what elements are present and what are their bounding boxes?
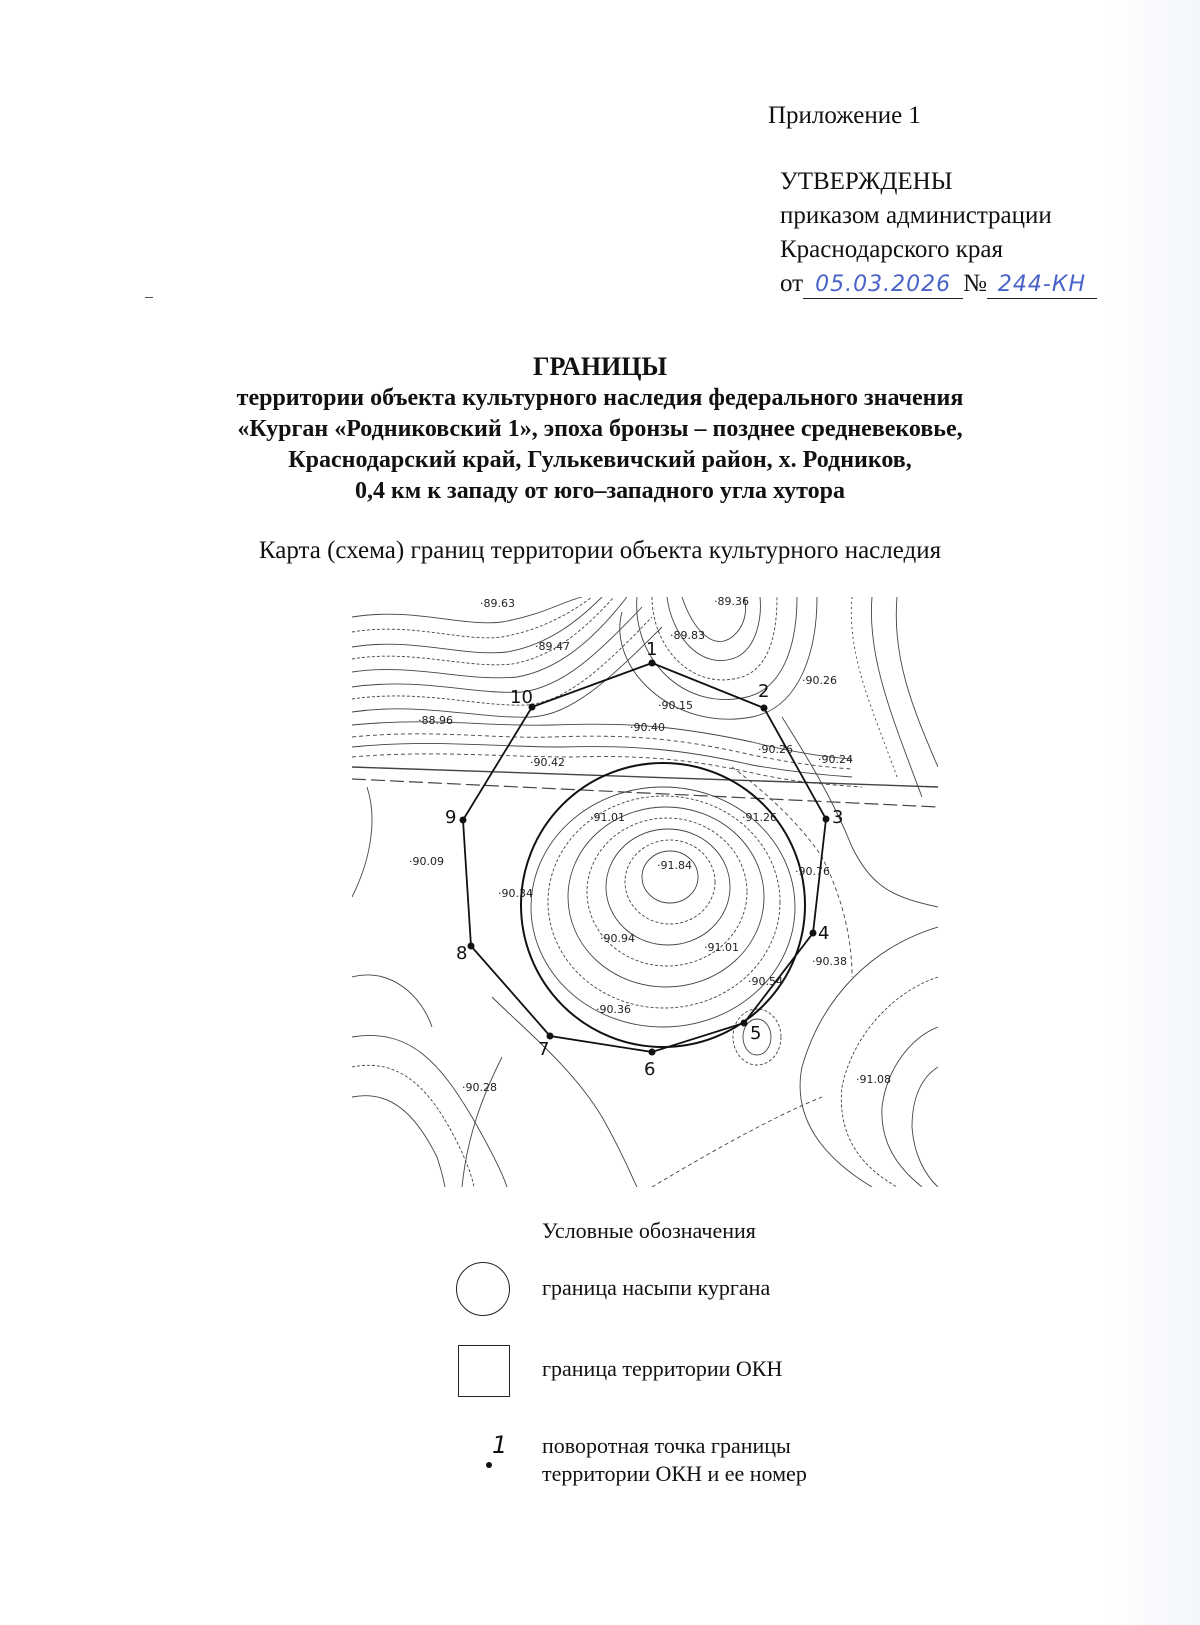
elevation-label: ·90.28	[462, 1081, 497, 1094]
turn-point-number: 9	[445, 807, 457, 828]
title-line-3: Краснодарский край, Гулькевичский район, х. Родников,	[288, 447, 912, 473]
legend-turn-point-line-2: территории ОКН и ее номер	[542, 1461, 807, 1486]
turn-point-number: 8	[456, 943, 468, 964]
legend-okn-boundary: граница территории ОКН	[542, 1356, 783, 1381]
approved-label: УТВЕРЖДЕНЫ	[780, 168, 953, 195]
elevation-label: ·90.42	[530, 756, 565, 769]
date-prefix: от	[780, 270, 804, 297]
turn-point-number: 5	[750, 1023, 762, 1044]
title-body	[150, 383, 1050, 507]
turn-point-symbol	[486, 1462, 492, 1468]
turn-point-sample-number: 1	[492, 1431, 508, 1459]
title-line-1: территории объекта культурного наследия федерального значения	[236, 385, 964, 411]
elevation-label: ·89.36	[714, 597, 749, 608]
turn-point-number: 10	[510, 687, 533, 708]
okn-boundary-symbol	[458, 1345, 510, 1397]
elevation-label: ·89.47	[535, 640, 570, 653]
order-line-1: приказом администрации	[780, 202, 1052, 229]
scan-mark	[145, 297, 153, 298]
elevation-label: ·91.26	[742, 811, 777, 824]
topographic-map	[352, 597, 938, 1187]
elevation-label: ·89.63	[480, 597, 515, 610]
elevation-label: ·90.09	[409, 855, 444, 868]
elevation-label: ·90.38	[812, 955, 847, 968]
elevation-label: ·90.36	[596, 1003, 631, 1016]
elevation-label: ·90.54	[748, 975, 783, 988]
turn-point-number: 2	[758, 681, 770, 702]
elevation-label: ·91.01	[704, 941, 739, 954]
map-caption: Карта (схема) границ территории объекта культурного наследия	[258, 537, 942, 564]
turn-point-number: 3	[832, 807, 844, 828]
title-line-2: «Курган «Родниковский 1», эпоха бронзы – позднее средневековье,	[237, 416, 963, 442]
approval-block	[780, 165, 1097, 301]
legend-turn-point	[542, 1432, 807, 1488]
turn-point-number: 7	[538, 1039, 550, 1060]
elevation-label: ·90.40	[630, 721, 665, 734]
elevation-label: ·90.26	[802, 674, 837, 687]
elevation-label: ·90.94	[600, 932, 635, 945]
appendix-label: Приложение 1	[768, 102, 921, 129]
elevation-label: ·90.24	[818, 753, 853, 766]
page-title: ГРАНИЦЫ	[532, 352, 668, 381]
handwritten-date: 05.03.2026	[815, 272, 952, 297]
mound-boundary-symbol	[456, 1262, 510, 1316]
legend-mound-boundary: граница насыпи кургана	[542, 1275, 771, 1300]
turn-point-number: 4	[818, 923, 830, 944]
elevation-label: ·89.83	[670, 629, 705, 642]
elevation-label: ·91.08	[856, 1073, 891, 1086]
elevation-label: ·91.01	[590, 811, 625, 824]
elevation-label: ·90.34	[498, 887, 533, 900]
elevation-label: ·90.15	[658, 699, 693, 712]
elevation-label: ·90.76	[795, 865, 830, 878]
elevation-label: ·88.96	[418, 714, 453, 727]
order-line-2: Краснодарского края	[780, 236, 1003, 263]
legend-turn-point-line-1: поворотная точка границы	[542, 1433, 791, 1458]
elevation-label: ·91.84	[657, 859, 692, 872]
legend-title: Условные обозначения	[542, 1218, 756, 1243]
order-date-line	[780, 267, 1097, 301]
turn-point-number: 6	[644, 1059, 656, 1080]
number-prefix: №	[963, 270, 987, 297]
handwritten-number: 244-КН	[997, 272, 1087, 297]
elevation-label: ·90.26	[758, 743, 793, 756]
title-line-4: 0,4 км к западу от юго–западного угла хутора	[355, 478, 845, 504]
turn-point-number: 1	[646, 639, 658, 660]
